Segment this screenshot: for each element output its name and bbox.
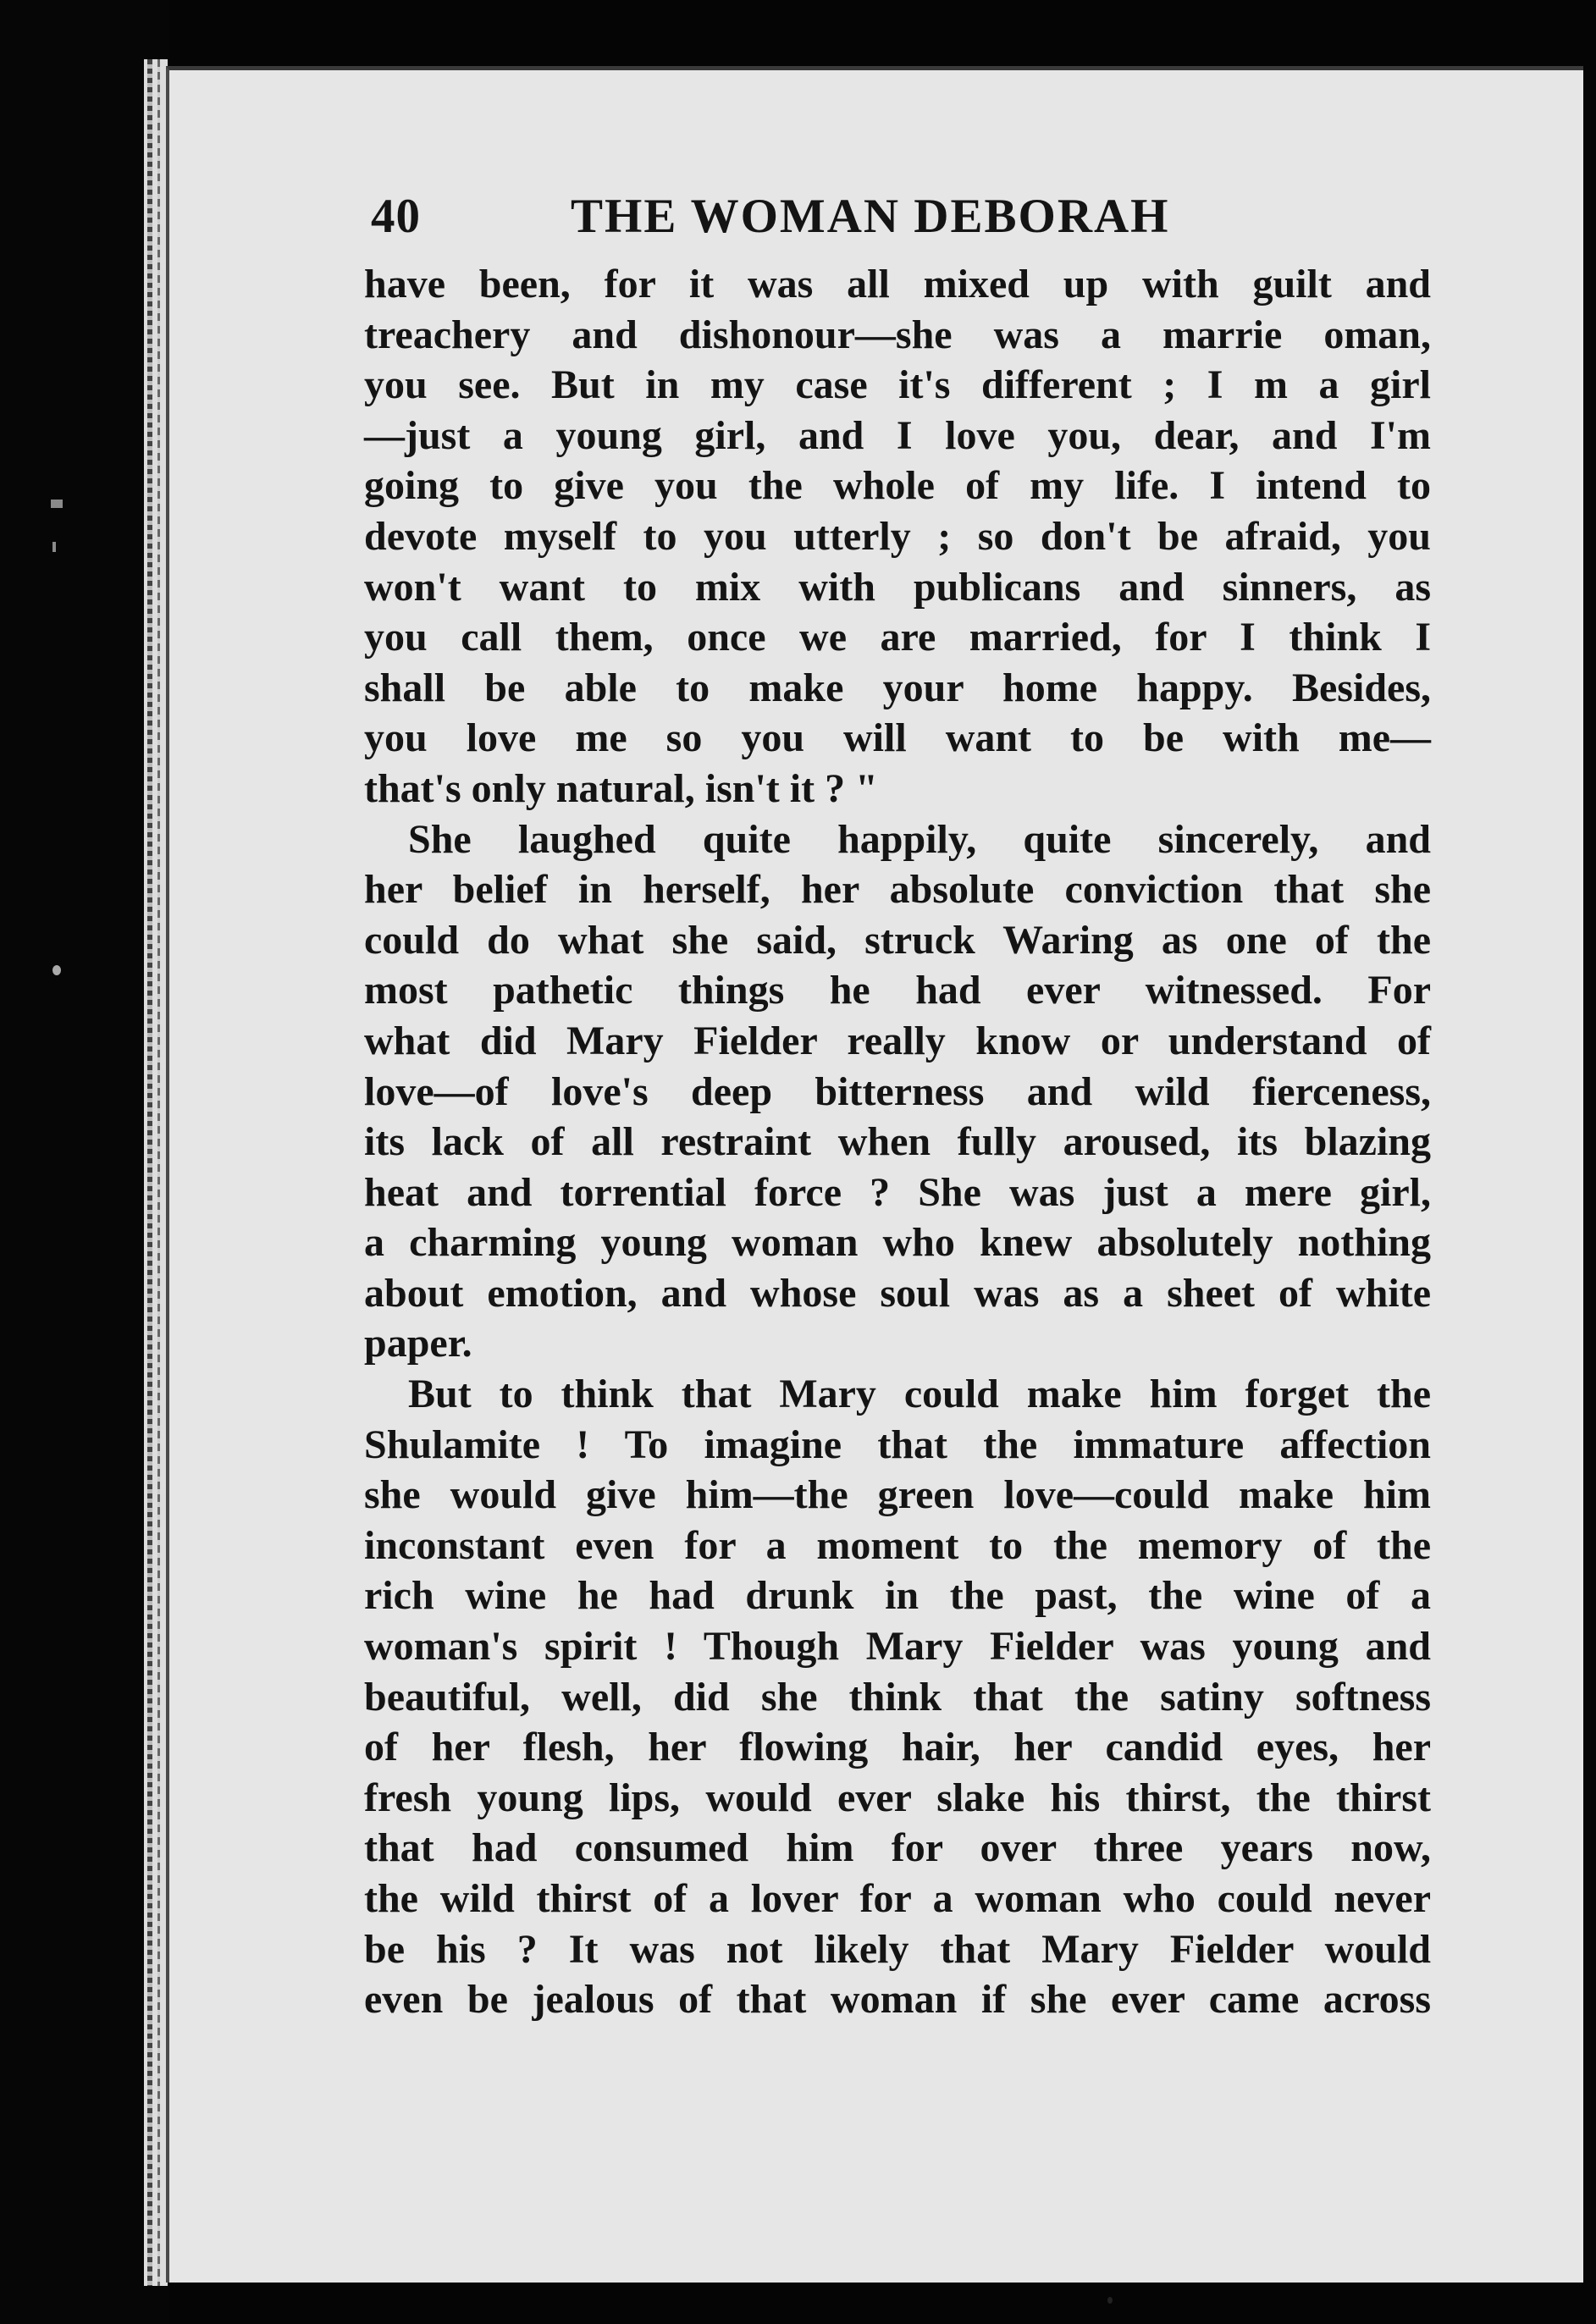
text-line: won't want to mix with publicans and sinners, as	[364, 564, 1431, 610]
text-line: devote myself to you utterly ; so don't be afraid, you	[364, 513, 1431, 559]
text-line: shall be able to make your home happy. Besides,	[364, 665, 1431, 710]
book-title: THE WOMAN DEBORAH	[571, 190, 1170, 243]
text-line: She laughed quite happily, quite sincerely, and	[408, 816, 1431, 862]
text-line: heat and torrential force ? She was just a mere girl,	[364, 1169, 1431, 1215]
text-line: you love me so you will want to be with me—	[364, 715, 1431, 761]
text-line: inconstant even for a moment to the memory of the	[364, 1522, 1431, 1568]
text-line: paper.	[364, 1321, 472, 1366]
text-line: what did Mary Fielder really know or understand of	[364, 1018, 1431, 1063]
scan-speck	[52, 965, 61, 975]
text-line: But to think that Mary could make him forget the	[408, 1372, 1431, 1417]
text-line: love—of love's deep bitterness and wild fierceness,	[364, 1068, 1431, 1114]
text-line: you call them, once we are married, for I think I	[364, 615, 1431, 660]
text-line: you see. But in my case it's different ; I m a girl	[364, 362, 1431, 408]
text-line: that had consumed him for over three years now,	[364, 1825, 1431, 1871]
text-line: rich wine he had drunk in the past, the wine of a	[364, 1573, 1431, 1619]
text-line: fresh young lips, would ever slake his thirst, the thirst	[364, 1775, 1431, 1820]
text-line: have been, for it was all mixed up with guilt and	[364, 262, 1431, 306]
text-line: woman's spirit ! Though Mary Fielder was young and	[364, 1624, 1431, 1670]
text-line: —just a young girl, and I love you, dear, and I'm	[364, 412, 1431, 458]
text-line: going to give you the whole of my life. I intend to	[364, 463, 1431, 509]
text-line: be his ? It was not likely that Mary Fielder would	[364, 1926, 1431, 1972]
text-line: her belief in herself, her absolute conviction that she	[364, 867, 1431, 913]
text-line: of her flesh, her flowing hair, her candid eyes, her	[364, 1725, 1431, 1770]
scan-speck	[52, 542, 56, 552]
scan-speck	[51, 500, 63, 508]
text-line: that's only natural, isn't it ? "	[364, 765, 878, 811]
text-block	[364, 189, 1431, 2025]
running-head	[371, 189, 1431, 253]
text-line: about emotion, and whose soul was as a sheet of white	[364, 1270, 1431, 1316]
text-line: she would give him—the green love—could make him	[364, 1472, 1431, 1518]
page-number: 40	[371, 190, 421, 243]
body-text	[364, 259, 1431, 2025]
text-line: a charming young woman who knew absolutely nothing	[364, 1220, 1431, 1266]
book-spine-edge	[144, 59, 168, 2286]
text-line: Shulamite ! To imagine that the immature affection	[364, 1421, 1431, 1467]
scan-dot	[1107, 2297, 1113, 2304]
text-line: most pathetic things he had ever witnessed. For	[364, 968, 1431, 1013]
text-line: even be jealous of that woman if she ever came across	[364, 1977, 1431, 2023]
text-line: could do what she said, struck Waring as one of the	[364, 917, 1431, 963]
text-line: treachery and dishonour—she was a marrie oman,	[364, 312, 1431, 357]
text-line: the wild thirst of a lover for a woman who could never	[364, 1876, 1431, 1921]
book-page	[166, 66, 1583, 2283]
text-line: its lack of all restraint when fully aroused, its blazing	[364, 1119, 1431, 1165]
text-line: beautiful, well, did she think that the satiny softness	[364, 1674, 1431, 1720]
